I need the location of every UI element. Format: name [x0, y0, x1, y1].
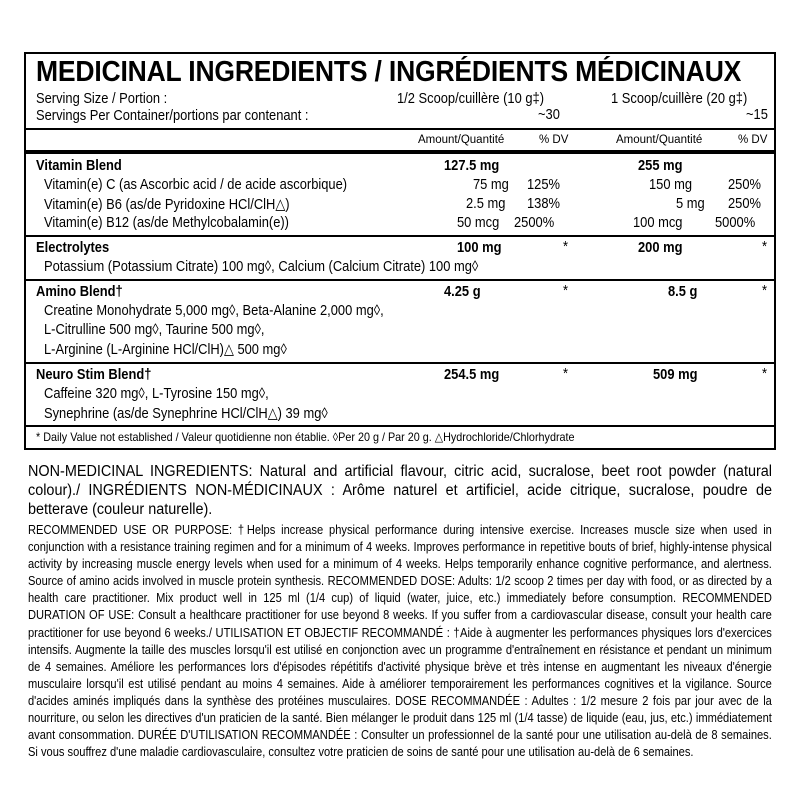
column-header-amount-1: Amount/Quantité	[418, 134, 505, 146]
dose-recommandee-label: DOSE RECOMMANDÉE :	[395, 692, 528, 708]
vitamin-blend-amount-1: 127.5 mg	[444, 157, 500, 174]
recommended-use-text: †Helps increase physical performance during intensive exercise. Increases muscle size when used in conjunction with a resistance training regimen and for a minimum of 4 weeks. Improves performance in repetitive bouts of brief, highly-intense physical activity by increasing muscle energy levels when used for a minimum of 4 weeks. Helps temporarily enhance cognitive performance, and alertness. Source of amino acids involved in muscle protein synthesis.	[28, 522, 772, 589]
neuro-stim-blend-amount-2: 509 mg	[653, 366, 698, 383]
vitamin-c-amount-2: 150 mg	[649, 176, 693, 193]
recommended-duration-label: RECOMMENDED DURATION OF USE:	[28, 590, 772, 623]
vitamin-b6-name: Vitamin(e) B6 (as/de Pyridoxine HCl/ClH△)	[44, 196, 290, 213]
amino-blend-dv-2: *	[762, 282, 768, 299]
vitamin-c-dv-2: 250%	[728, 176, 762, 193]
amino-blend-line-2: L-Citrulline 500 mg◊, Taurine 500 mg◊,	[44, 321, 265, 338]
neuro-stim-blend-amount-1: 254.5 mg	[444, 366, 500, 383]
utilisation-label: UTILISATION ET OBJECTIF RECOMMANDÉ :	[215, 624, 450, 640]
neuro-stim-blend-dv-1: *	[563, 365, 569, 382]
non-medicinal-text-fr: Arôme naturel et artificiel, acide citrique, sucralose, poudre de betterave (couleur naturelle).	[28, 482, 772, 518]
vitamin-b12-amount-2: 100 mcg	[633, 214, 683, 231]
panel-title: MEDICINAL INGREDIENTS / INGRÉDIENTS MÉDICINAUX	[36, 56, 742, 88]
electrolytes-dv-1: *	[563, 238, 569, 255]
vitamin-c-amount-1: 75 mg	[473, 176, 509, 193]
vitamin-blend-amount-2: 255 mg	[638, 157, 683, 174]
servings-count-2: ~15	[746, 106, 768, 123]
divider-vitamin	[26, 235, 774, 237]
electrolytes-amount-2: 200 mg	[638, 239, 683, 256]
recommended-dose-text: Adults: 1/2 scoop 2 times per day with food, or as directed by a health care practitioner. Mix product well in 125 ml (1/4 cup) of liquid (water, juice, etc.) immediately before consumption.	[28, 573, 772, 606]
neuro-stim-blend-name: Neuro Stim Blend†	[36, 366, 152, 383]
amino-blend-line-1: Creatine Monohydrate 5,000 mg◊, Beta-Alanine 2,000 mg◊,	[44, 302, 384, 319]
amino-blend-name: Amino Blend†	[36, 283, 123, 300]
electrolytes-name: Electrolytes	[36, 239, 110, 256]
divider-thick	[26, 150, 774, 154]
electrolytes-description: Potassium (Potassium Citrate) 100 mg◊, Calcium (Calcium Citrate) 100 mg◊	[44, 258, 479, 275]
neuro-stim-blend-line-1: Caffeine 320 mg◊, L-Tyrosine 150 mg◊,	[44, 385, 269, 402]
vitamin-c-dv-1: 125%	[527, 176, 561, 193]
non-medicinal-ingredients	[28, 462, 772, 519]
dose-recommandee-text: Adultes : 1/2 mesure 2 fois par jour avec de la nourriture, ou selon les directives d'un praticien de la santé. Bien mélanger le produit dans 125 ml (1/4 tasse) de liquide (eau, jus, etc.) immédiatement avant consommation.	[28, 692, 772, 743]
servings-count-1: ~30	[538, 106, 560, 123]
vitamin-b6-dv-2: 250%	[728, 195, 762, 212]
neuro-stim-blend-dv-2: *	[762, 365, 768, 382]
recommended-duration-text: Consult a healthcare practitioner for use beyond 8 weeks. If you suffer from a cardiovascular disease, consult your health care practitioner for use beyond 6 weeks./	[28, 607, 772, 640]
daily-value-footnote: * Daily Value not established / Valeur quotidienne non établie. ◊Per 20 g / Par 20 g. △Hydrochloride/Chlorhydrate	[36, 430, 575, 444]
column-header-dv-2: % DV	[738, 134, 768, 146]
serving-size-1: 1/2 Scoop/cuillère (10 g‡)	[397, 90, 545, 107]
divider-thin	[26, 128, 774, 130]
serving-size-label: Serving Size / Portion :	[36, 90, 168, 107]
column-header-amount-2: Amount/Quantité	[616, 134, 703, 146]
vitamin-blend-name: Vitamin Blend	[36, 157, 122, 174]
divider-neuro	[26, 425, 774, 427]
non-medicinal-text-en: Natural and artificial flavour, citric acid, sucralose, beet root powder (natural colour)./	[28, 463, 772, 499]
vitamin-b12-amount-1: 50 mcg	[457, 214, 500, 231]
divider-amino	[26, 362, 774, 364]
vitamin-b6-amount-2: 5 mg	[676, 195, 705, 212]
duree-utilisation-label: DURÉE D'UTILISATION RECOMMANDÉE :	[137, 727, 358, 743]
vitamin-c-name: Vitamin(e) C (as Ascorbic acid / de acide ascorbique)	[44, 176, 348, 193]
amino-blend-dv-1: *	[563, 282, 569, 299]
recommended-use-label: RECOMMENDED USE OR PURPOSE:	[28, 522, 233, 537]
vitamin-b6-dv-1: 138%	[527, 195, 561, 212]
vitamin-b12-dv-1: 2500%	[514, 214, 555, 231]
divider-electrolytes	[26, 279, 774, 281]
duree-utilisation-text: Consulter un professionnel de la santé pour une utilisation au-delà de 8 semaines. Si vous souffrez d'une maladie cardiovasculaire, consultez votre praticien de soins de santé pour une utilisation au-delà de 6 semaines.	[28, 727, 772, 760]
utilisation-text: †Aide à augmenter les performances physiques lors d'exercices intensifs. Augmente la taille des muscles lorsqu'il est utilisé en conjonction avec un programme d'entraînement en résistance et pendant un minimum de 4 semaines. Améliore les performances lors d'épisodes répétitifs d'activité physique brève et très intense en augmentant les niveaux d'énergie musculaire lorsqu'il est utilisé pendant au moins 4 semaines. Aide à améliorer temporairement les performances cognitives et la vigilance. Source d'acides aminés impliqués dans la synthèse des protéines musculaires.	[28, 624, 772, 708]
recommended-dose-label: RECOMMENDED DOSE:	[327, 573, 456, 589]
non-medicinal-label-fr: INGRÉDIENTS NON-MÉDICINAUX :	[88, 482, 335, 499]
neuro-stim-blend-line-2: Synephrine (as/de Synephrine HCl/ClH△) 39 mg◊	[44, 405, 328, 422]
serving-size-2: 1 Scoop/cuillère (20 g‡)	[611, 90, 748, 107]
vitamin-b12-dv-2: 5000%	[715, 214, 756, 231]
servings-per-container-label: Servings Per Container/portions par contenant :	[36, 107, 309, 124]
electrolytes-dv-2: *	[762, 238, 768, 255]
vitamin-b12-name: Vitamin(e) B12 (as/de Methylcobalamin(e))	[44, 214, 289, 231]
amino-blend-amount-2: 8.5 g	[668, 283, 698, 300]
non-medicinal-label-en: NON-MEDICINAL INGREDIENTS:	[28, 463, 253, 480]
recommended-use-section	[28, 521, 772, 760]
vitamin-b6-amount-1: 2.5 mg	[466, 195, 506, 212]
amino-blend-line-3: L-Arginine (L-Arginine HCl/ClH)△ 500 mg◊	[44, 341, 287, 358]
amino-blend-amount-1: 4.25 g	[444, 283, 481, 300]
column-header-dv-1: % DV	[539, 134, 569, 146]
electrolytes-amount-1: 100 mg	[457, 239, 502, 256]
medicinal-ingredients-panel	[24, 52, 776, 450]
